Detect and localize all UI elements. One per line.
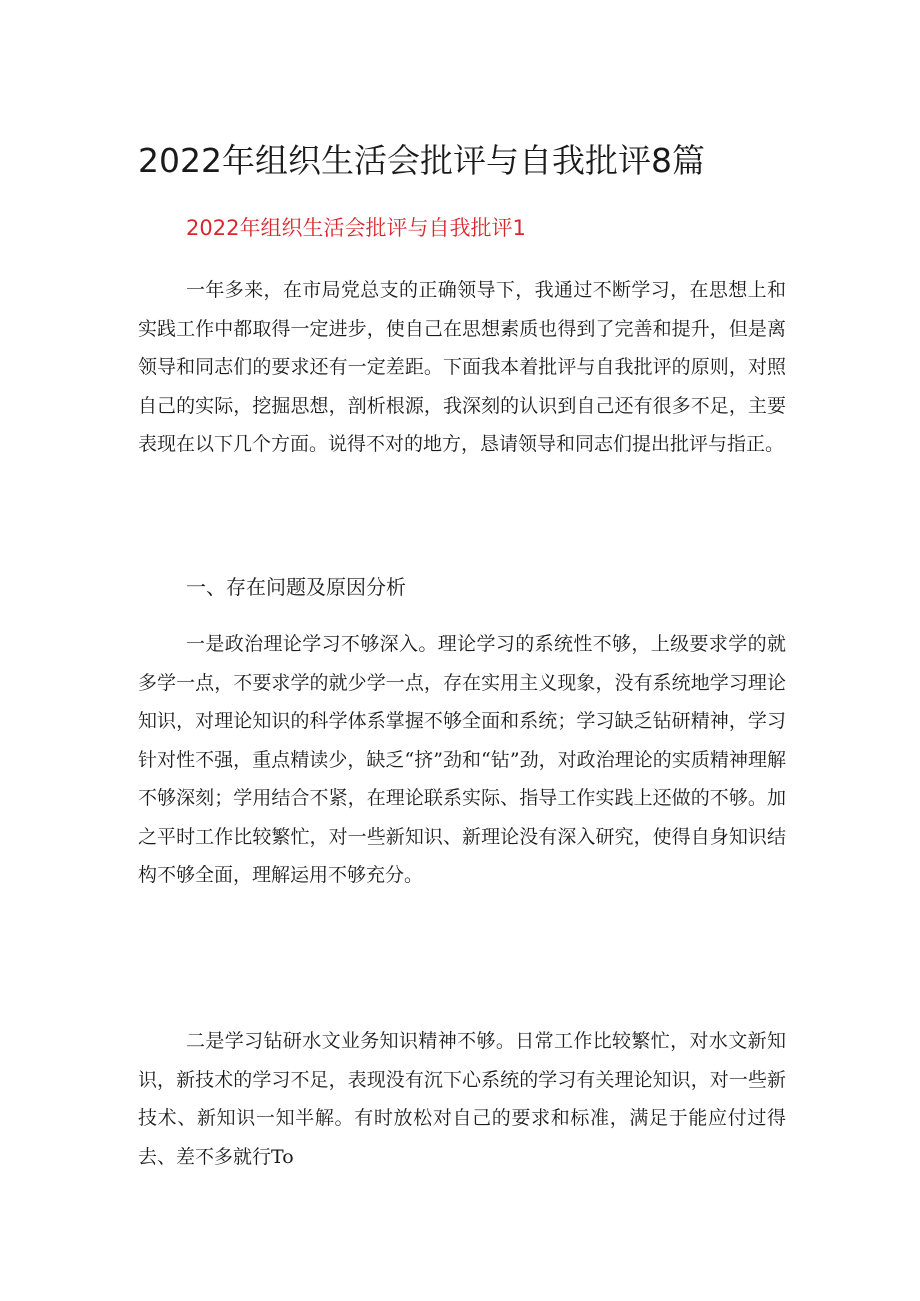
intro-paragraph: 一年多来，在市局党总支的正确领导下，我通过不断学习，在思想上和实践工作中都取得一定进步，使自己在思想素质也得到了完善和提升，但是离领导和同志们的要求还有一定差距。下面我本着批评与自我批评的原则，对照自己的实际，挖掘思想，剖析根源，我深刻的认识到自己还有很多不足，主要表现在以下几个方面。说得不对的地方，恳请领导和同志们提出批评与指正。: [138, 279, 786, 455]
section-heading: 一、存在问题及原因分析: [186, 575, 406, 599]
paragraph-hydrology-study: 二是学习钻研水文业务知识精神不够。日常工作比较繁忙，对水文新知识，新技术的学习不足，表现没有沉下心系统的学习有关理论知识，对一些新技术、新知识一知半解。有时放松对自己的要求和标准，满足于能应付过得去、差不多就行To: [138, 1030, 786, 1168]
paragraph-political-theory: 一是政治理论学习不够深入。理论学习的系统性不够，上级要求学的就多学一点，不要求学的就少学一点，存在实用主义现象，没有系统地学习理论知识，对理论知识的科学体系掌握不够全面和系统；学习缺乏钻研精神，学习针对性不强，重点精读少，缺乏“挤”劲和“钻”劲，对政治理论的实质精神理解不够深刻；学用结合不紧，在理论联系实际、指导工作实践上还做的不够。加之平时工作比较繁忙，对一些新知识、新理论没有深入研究，使得自身知识结构不够全面，理解运用不够充分。: [138, 633, 786, 886]
document-title: 2022年组织生活会批评与自我批评8篇: [138, 141, 705, 180]
section-title: 2022年组织生活会批评与自我批评1: [186, 216, 526, 240]
